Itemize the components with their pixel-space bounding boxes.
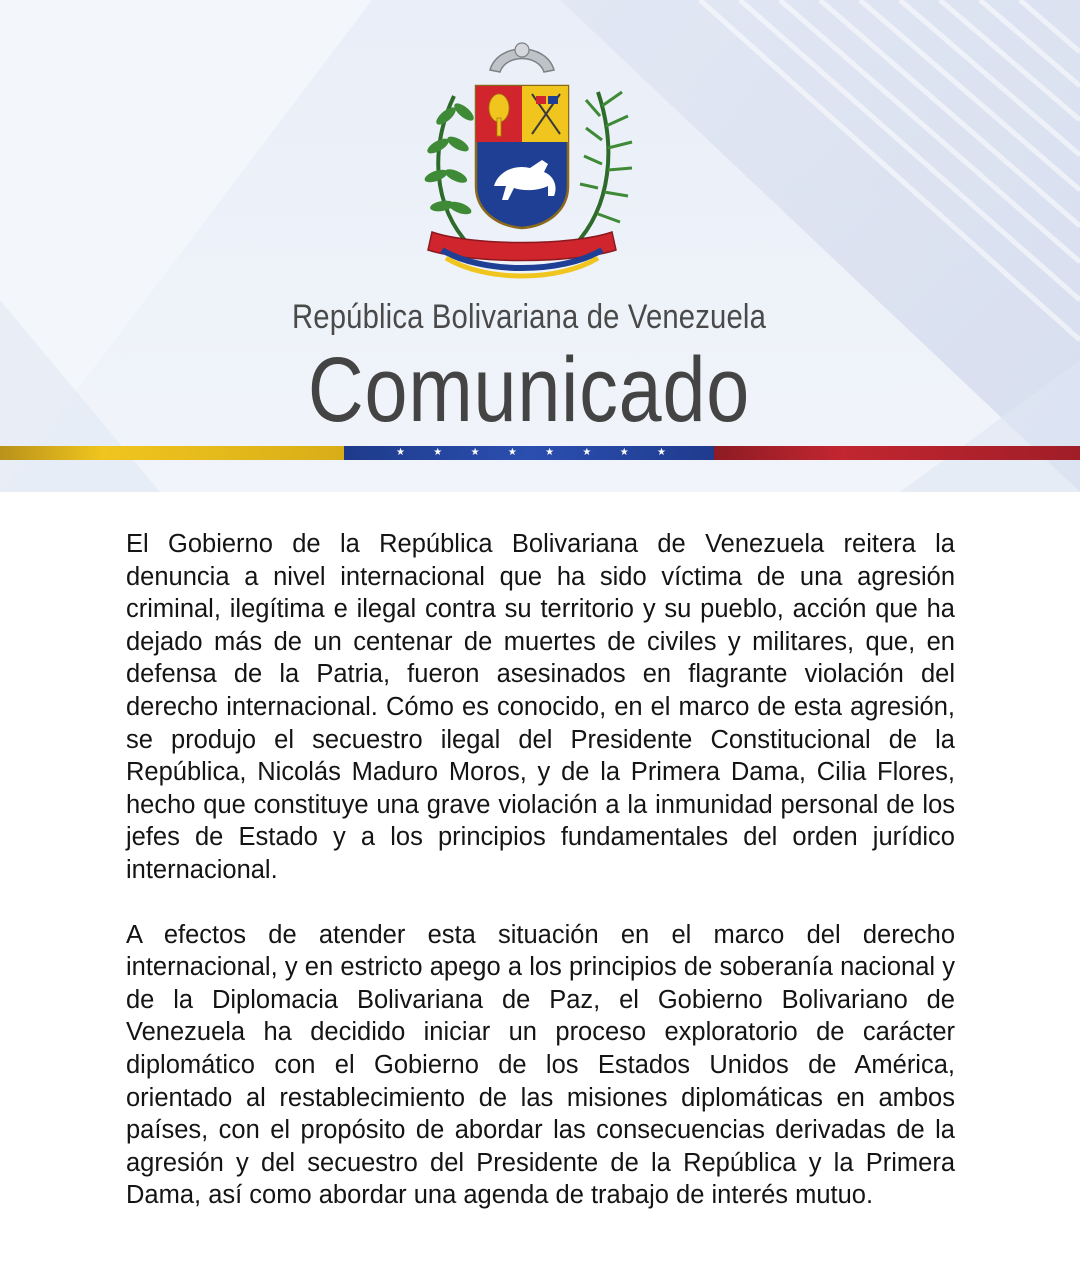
paragraph-2: A efectos de atender esta situación en el marco del derecho internacional, y en estricto apego a los principios de soberanía nacional y de la Diplomacia Bolivariana de Paz, el Gobierno Bolivariano de Venezuela ha decidido iniciar un proceso exploratorio de carácter diplomático con el Gobierno de los Estados Unidos de América, orientado al restablecimiento de las misiones diplomáticas en ambos países, con el propósito de abordar las consecuencias derivadas de la agresión y del secuestro del Presidente de la República y la Primera Dama, así como abordar una agenda de trabajo de interés mutuo. bbox=[126, 920, 955, 1210]
flag-stripe bbox=[0, 446, 1080, 460]
paragraph-1: El Gobierno de la República Bolivariana de Venezuela reitera la denuncia a nivel internacional que ha sido víctima de una agresión criminal, ilegítima e ilegal contra su territorio y su pueblo, acción que ha dejado más de un centenar de muertes de civiles y militares, que, en defensa de la Patria, fueron asesinados en flagrante violación del derecho internacional. Cómo es conocido, en el marco de esta agresión, se produjo el secuestro ilegal del Presidente Constitucional de la República, Nicolás Maduro Moros, y de la Primera Dama, Cilia Flores, hecho que constituye una grave violación a la inmunidad personal de los jefes de Estado y a los principios fundamentales del orden jurídico internacional. bbox=[126, 530, 955, 884]
star-icon: ★ bbox=[470, 447, 480, 458]
star-icon: ★ bbox=[507, 447, 517, 458]
coat-of-arms-icon bbox=[402, 36, 642, 286]
header-banner bbox=[0, 0, 1080, 492]
star-icon: ★ bbox=[582, 447, 592, 458]
communique-body bbox=[126, 528, 955, 1244]
star-icon: ★ bbox=[396, 447, 405, 458]
flag-stripe-yellow bbox=[0, 446, 344, 460]
page-title: Comunicado bbox=[307, 339, 751, 441]
flag-stripe-red bbox=[714, 446, 1080, 460]
country-subtitle: República Bolivariana de Venezuela bbox=[291, 298, 767, 336]
star-icon: ★ bbox=[656, 447, 666, 458]
star-icon: ★ bbox=[545, 447, 555, 458]
star-icon: ★ bbox=[433, 447, 443, 458]
star-icon: ★ bbox=[619, 447, 629, 458]
flag-stars bbox=[396, 446, 666, 460]
